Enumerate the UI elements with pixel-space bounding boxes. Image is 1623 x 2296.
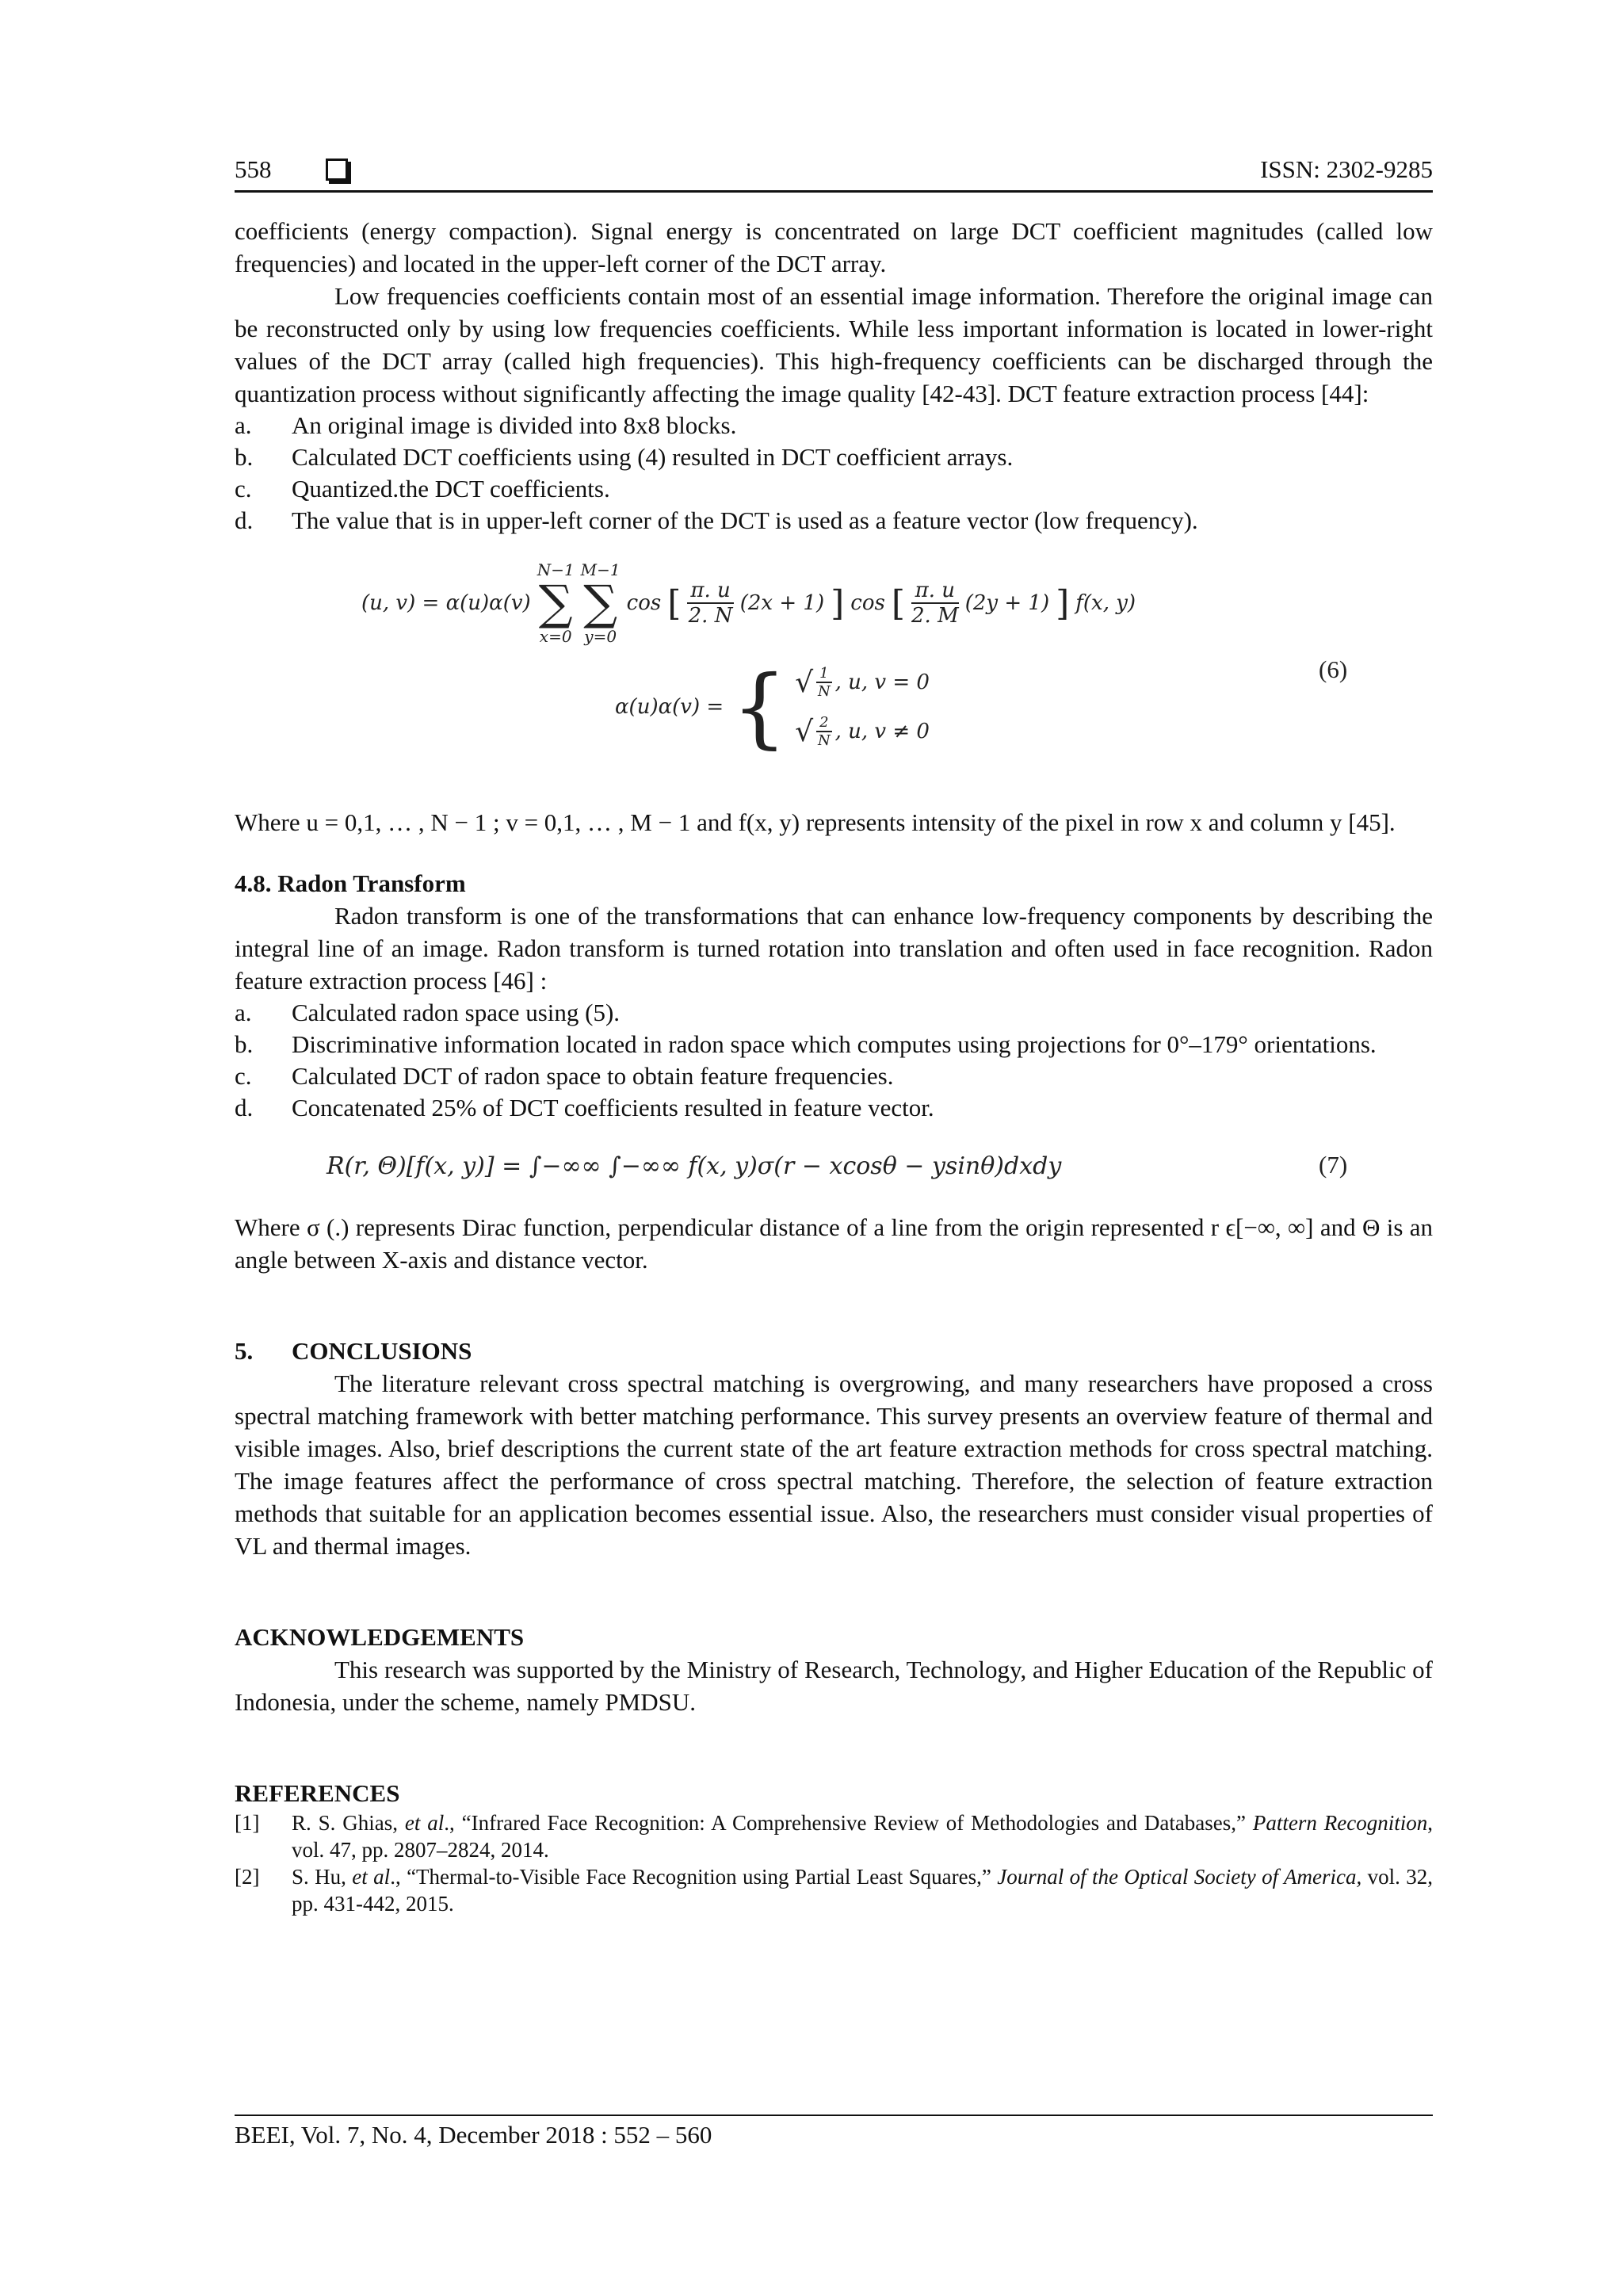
footer-citation: BEEI, Vol. 7, No. 4, December 2018 : 552 – 560 xyxy=(235,2121,712,2149)
equation-7 xyxy=(235,1124,1433,1211)
page-number: 558 xyxy=(235,155,272,183)
eq6-case-2: √ $\frac{2}{N}$ , u, v ≠ 0 xyxy=(795,714,930,749)
eq6-sum1: N−1 ∑ x=0 xyxy=(537,560,575,646)
list-item: c. Calculated DCT of radon space to obtain feature frequencies. xyxy=(235,1062,894,1090)
references-list xyxy=(235,1809,1433,1917)
acknowledgements-heading: ACKNOWLEDGEMENTS xyxy=(235,1623,525,1651)
reference-item: [2] S. Hu, et al., “Thermal-to-Visible Face Recognition using Partial Least Squares,” Journal of the Optical Society of America, vol. 32, pp. 431-442, 2015. xyxy=(235,1865,1433,1916)
dct-where: Where u = 0,1, … , N − 1 ; v = 0,1, … , M − 1 and f(x, y) represents intensity of the pixel in row x and column y [45]. xyxy=(235,808,1396,836)
page-header xyxy=(235,155,1433,189)
equation-number-6: (6) xyxy=(1319,655,1348,683)
reference-item: [1] R. S. Ghias, et al., “Infrared Face Recognition: A Comprehensive Review of Methodologies and Databases,” Pattern Recognition, vol. 47, pp. 2807–2824, 2014. xyxy=(235,1811,1433,1862)
list-item: d. The value that is in upper-left corner of the DCT is used as a feature vector (low frequency). xyxy=(235,506,1198,534)
checkbox-square-icon xyxy=(326,159,348,181)
equation-number-7: (7) xyxy=(1319,1151,1348,1179)
radon-where: Where σ (.) represents Dirac function, perpendicular distance of a line from the origin represented r ϵ[−∞, ∞] and Θ is an angle between X-axis and distance vector. xyxy=(235,1213,1433,1274)
conclusions-heading: 5. CONCLUSIONS xyxy=(235,1337,472,1365)
dct-paragraph-1: coefficients (energy compaction). Signal energy is concentrated on large DCT coefficient magnitudes (called low frequencies) and located in the upper-left corner of the DCT array. xyxy=(235,217,1433,277)
eq6-frac1: $\frac{\pi. u}{2. N}$ xyxy=(688,579,733,628)
conclusions-text: The literature relevant cross spectral matching is overgrowing, and many researchers have proposed a cross spectral matching framework with better matching performance. This survey presents an overview feature of thermal and visible images. Also, brief descriptions the current state of the art feature extraction methods for cross spectral matching. The image features affect the performance of cross spectral matching. Therefore, the selection of feature extraction methods that suitable for an application becomes essential issue. Also, the researchers must consider visual properties of VL and thermal images. xyxy=(235,1370,1433,1560)
eq6-lhs: (u, v) = α(u)α(v) xyxy=(361,591,531,615)
eq6-frac2: $\frac{\pi. u}{2. M}$ xyxy=(911,579,959,628)
issn: ISSN: 2302-9285 xyxy=(1260,155,1433,183)
list-item: b. Calculated DCT coefficients using (4) resulted in DCT coefficient arrays. xyxy=(235,443,1014,471)
list-item: a. Calculated radon space using (5). xyxy=(235,999,621,1026)
radon-heading: 4.8. Radon Transform xyxy=(235,869,466,897)
acknowledgements-text: This research was supported by the Ministry of Research, Technology, and Higher Education of the Republic of Indonesia, under the scheme, namely PMDSU. xyxy=(235,1656,1433,1716)
references-heading: REFERENCES xyxy=(235,1779,400,1807)
radon-steps xyxy=(235,997,1433,1124)
eq6-sum2: M−1 ∑ y=0 xyxy=(580,560,621,646)
list-item: a. An original image is divided into 8x8 blocks. xyxy=(235,411,737,439)
page-footer xyxy=(235,2115,1433,2149)
dct-steps xyxy=(235,410,1433,537)
eq7-expression: R(r, Θ)[f(x, y)] = ∫−∞∞ ∫−∞∞ f(x, y)σ(r − xcosθ − ysinθ)dxdy xyxy=(327,1152,1062,1180)
eq6-case-1: √ $\frac{1}{N}$ , u, v = 0 xyxy=(795,665,930,700)
radon-paragraph: Radon transform is one of the transformations that can enhance low-frequency components by describing the integral line of an image. Radon transform is turned rotation into translation and often used in face recognition. Radon feature extraction process [46] : xyxy=(235,902,1433,995)
page xyxy=(235,155,1433,1917)
list-item: b. Discriminative information located in radon space which computes using projections for 0°–179° orientations. xyxy=(235,1030,1377,1058)
equation-6: (u, v) = α(u)α(v) N−1 ∑ x=0 M−1 ∑ y=0 cos [ $\frac{\pi. u}{2. N}$ (2x + 1) ] cos [ $\frac{\pi. u}{2. M}$ (2y + 1) ] f(x, y) α(u)α(v) = { √ $\frac{1}{N}$ , u, v = 0 √ $\frac{2}{N}$ , u, v ≠ 0 (6) xyxy=(361,560,1348,758)
list-item: d. Concatenated 25% of DCT coefficients resulted in feature vector. xyxy=(235,1094,934,1121)
eq6-alpha-lhs: α(u)α(v) = xyxy=(615,695,724,719)
dct-paragraph-2: Low frequencies coefficients contain most of an essential image information. Therefore the original image can be reconstructed only by using low frequencies coefficients. While less important information is located in lower-right values of the DCT array (called high frequencies). This high-frequency coefficients can be discharged through the quantization process without significantly affecting the image quality [42-43]. DCT feature extraction process [44]: xyxy=(235,282,1433,407)
list-item: c. Quantized.the DCT coefficients. xyxy=(235,475,610,502)
